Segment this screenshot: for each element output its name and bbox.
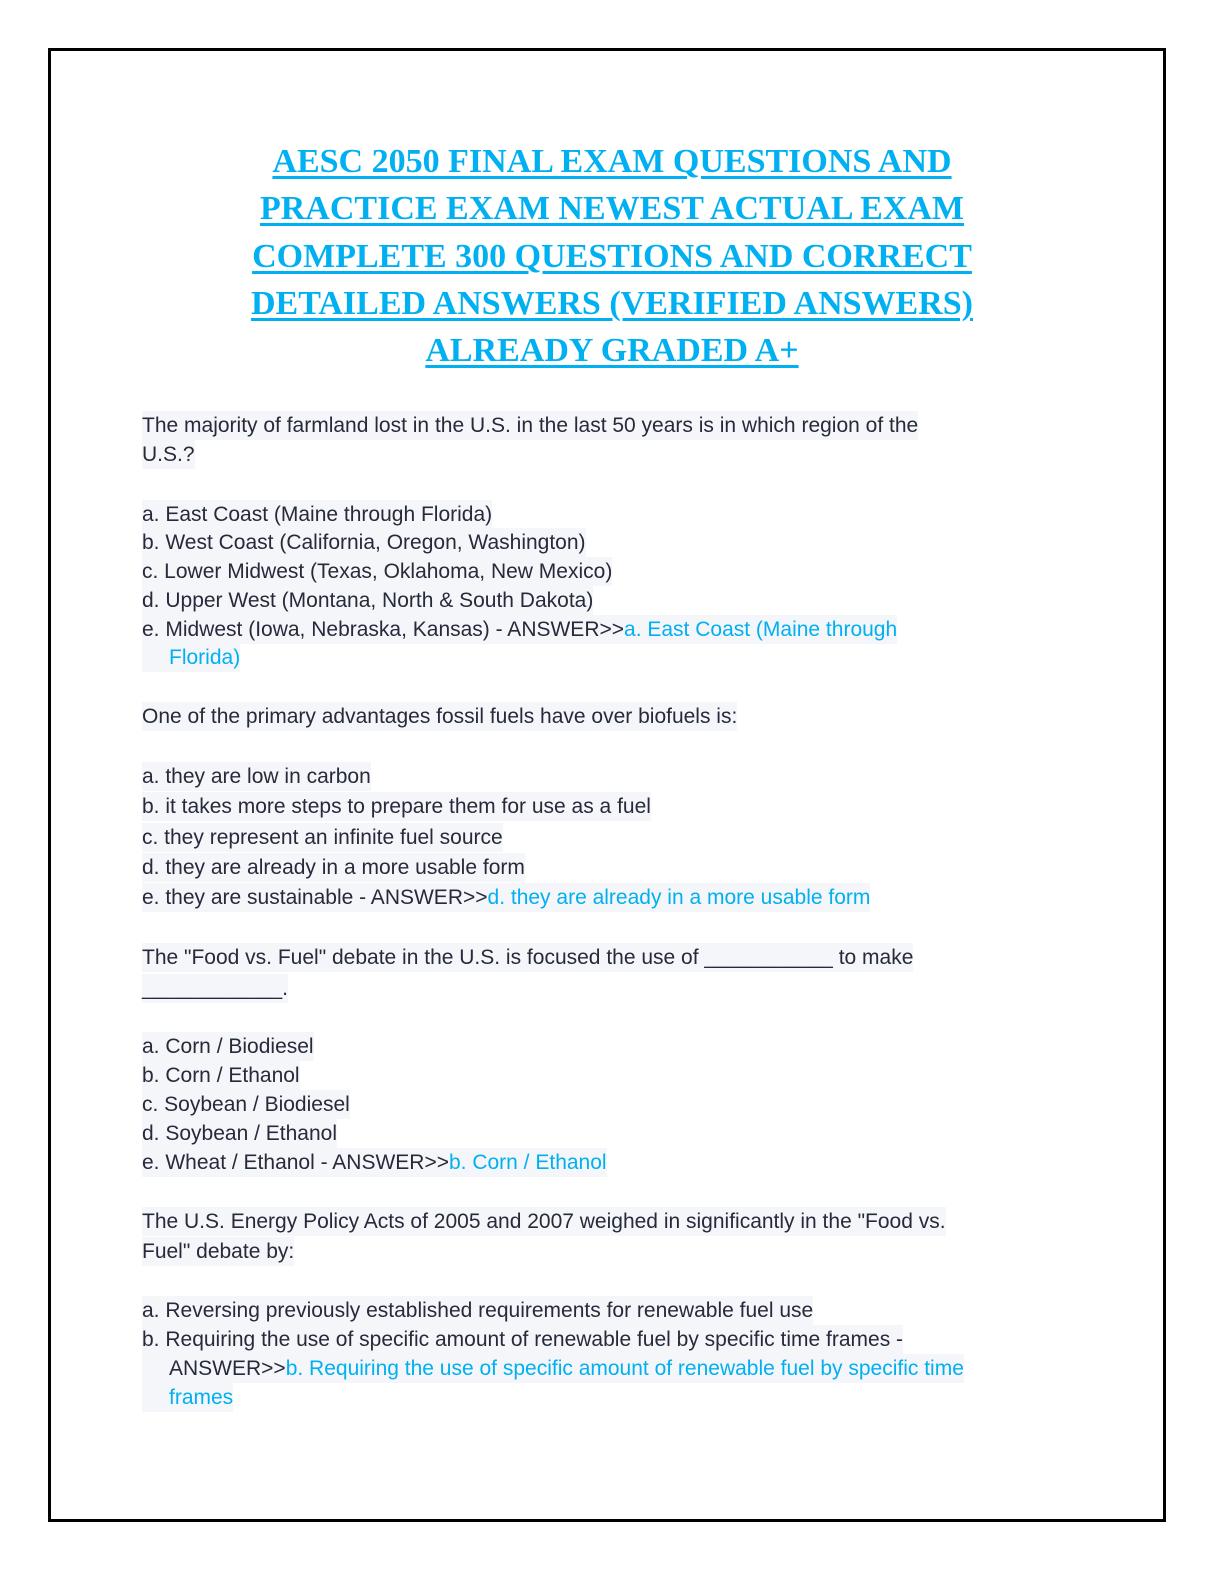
document-title-line <box>0 238 1224 276</box>
title-text: PRACTICE EXAM NEWEST ACTUAL EXAM <box>259 190 965 227</box>
highlighted-text <box>142 1148 607 1177</box>
text-line <box>142 823 503 852</box>
question-text: c. they represent an infinite fuel source <box>142 826 503 849</box>
text-line <box>142 1383 233 1412</box>
highlighted-text <box>142 1207 946 1236</box>
question-text: ____________. <box>142 977 288 1000</box>
question-text: e. they are sustainable - ANSWER>> <box>142 886 488 909</box>
question-text: e. Midwest (Iowa, Nebraska, Kansas) - ANSWER>> <box>142 618 625 641</box>
text-line <box>142 643 240 672</box>
text-line <box>142 974 288 1003</box>
text-line <box>142 557 612 586</box>
text-line <box>142 1148 607 1177</box>
text-line <box>142 1119 337 1148</box>
text-line <box>142 411 918 440</box>
title-text: COMPLETE 300 QUESTIONS AND CORRECT <box>252 238 972 275</box>
document-title-line <box>0 285 1224 323</box>
title-text: DETAILED ANSWERS (VERIFIED ANSWERS) <box>250 285 974 322</box>
text-line <box>142 1061 300 1090</box>
highlighted-text <box>142 615 897 644</box>
text-line <box>142 943 913 972</box>
highlighted-text <box>142 440 195 469</box>
question-text: One of the primary advantages fossil fuels have over biofuels is: <box>142 705 738 728</box>
highlighted-text <box>142 853 525 882</box>
highlighted-text <box>142 643 240 672</box>
highlighted-text <box>142 974 288 1003</box>
highlighted-text <box>142 528 586 557</box>
answer-text: b. Requiring the use of specific amount of renewable fuel by specific time <box>285 1357 964 1380</box>
question-text: a. East Coast (Maine through Florida) <box>142 503 493 526</box>
question-text: a. Reversing previously established requirements for renewable fuel use <box>142 1299 814 1322</box>
question-text: e. Wheat / Ethanol - ANSWER>> <box>142 1151 449 1174</box>
highlighted-text <box>142 1383 233 1412</box>
highlighted-text <box>142 883 870 912</box>
title-text: ALREADY GRADED A+ <box>425 332 799 369</box>
highlighted-text <box>142 1061 300 1090</box>
highlighted-text <box>142 411 918 440</box>
highlighted-text <box>142 702 737 731</box>
highlighted-text <box>142 943 913 972</box>
question-text: The majority of farmland lost in the U.S. in the last 50 years is in which region of the <box>142 414 919 437</box>
text-line <box>142 702 737 731</box>
text-line <box>142 440 195 469</box>
highlighted-text <box>142 1237 294 1266</box>
question-text: a. Corn / Biodiesel <box>142 1035 314 1058</box>
question-text: b. Requiring the use of specific amount of renewable fuel by specific time frames - <box>142 1328 904 1351</box>
question-text: ANSWER>> <box>169 1357 286 1380</box>
text-line <box>142 1032 314 1061</box>
question-text: U.S.? <box>142 443 195 466</box>
highlighted-text <box>142 762 371 791</box>
question-text: The "Food vs. Fuel" debate in the U.S. is focused the use of ___________ to make <box>142 946 914 969</box>
text-line <box>142 1325 903 1354</box>
text-line <box>142 500 492 529</box>
document-title-line <box>0 332 1224 370</box>
text-line <box>142 1296 813 1325</box>
text-line <box>142 1207 946 1236</box>
question-text: b. West Coast (California, Oregon, Washington) <box>142 531 586 554</box>
answer-text: frames <box>169 1386 234 1409</box>
highlighted-text <box>142 1325 903 1354</box>
document-title-line <box>0 190 1224 228</box>
answer-text: b. Corn / Ethanol <box>448 1151 607 1174</box>
highlighted-text <box>142 586 593 615</box>
question-text: Fuel" debate by: <box>142 1240 295 1263</box>
question-text: c. Lower Midwest (Texas, Oklahoma, New Mexico) <box>142 560 613 583</box>
answer-text: a. East Coast (Maine through <box>624 618 898 641</box>
highlighted-text <box>142 1119 337 1148</box>
text-line <box>142 615 897 644</box>
question-text: d. Upper West (Montana, North & South Dakota) <box>142 589 594 612</box>
text-line <box>142 883 870 912</box>
text-line <box>142 762 371 791</box>
highlighted-text <box>142 823 503 852</box>
text-line <box>142 792 651 821</box>
highlighted-text <box>142 1032 314 1061</box>
question-text: d. they are already in a more usable form <box>142 856 525 879</box>
question-text: a. they are low in carbon <box>142 765 371 788</box>
highlighted-text <box>142 557 612 586</box>
answer-text: d. they are already in a more usable form <box>487 886 871 909</box>
question-text: c. Soybean / Biodiesel <box>142 1093 350 1116</box>
text-line <box>142 586 593 615</box>
highlighted-text <box>142 1296 813 1325</box>
question-text: b. it takes more steps to prepare them for use as a fuel <box>142 795 651 818</box>
highlighted-text <box>142 792 651 821</box>
highlighted-text <box>142 1354 964 1383</box>
text-line <box>142 1237 294 1266</box>
answer-text: Florida) <box>169 646 241 669</box>
text-line <box>142 528 586 557</box>
title-text: AESC 2050 FINAL EXAM QUESTIONS AND <box>272 143 952 180</box>
text-line <box>142 853 525 882</box>
highlighted-text <box>142 1090 350 1119</box>
question-text: The U.S. Energy Policy Acts of 2005 and 2007 weighed in significantly in the "Food vs. <box>142 1210 946 1233</box>
highlighted-text <box>142 500 492 529</box>
question-text: b. Corn / Ethanol <box>142 1064 300 1087</box>
document-title-line <box>0 143 1224 181</box>
text-line <box>142 1090 350 1119</box>
text-line <box>142 1354 964 1383</box>
question-text: d. Soybean / Ethanol <box>142 1122 337 1145</box>
